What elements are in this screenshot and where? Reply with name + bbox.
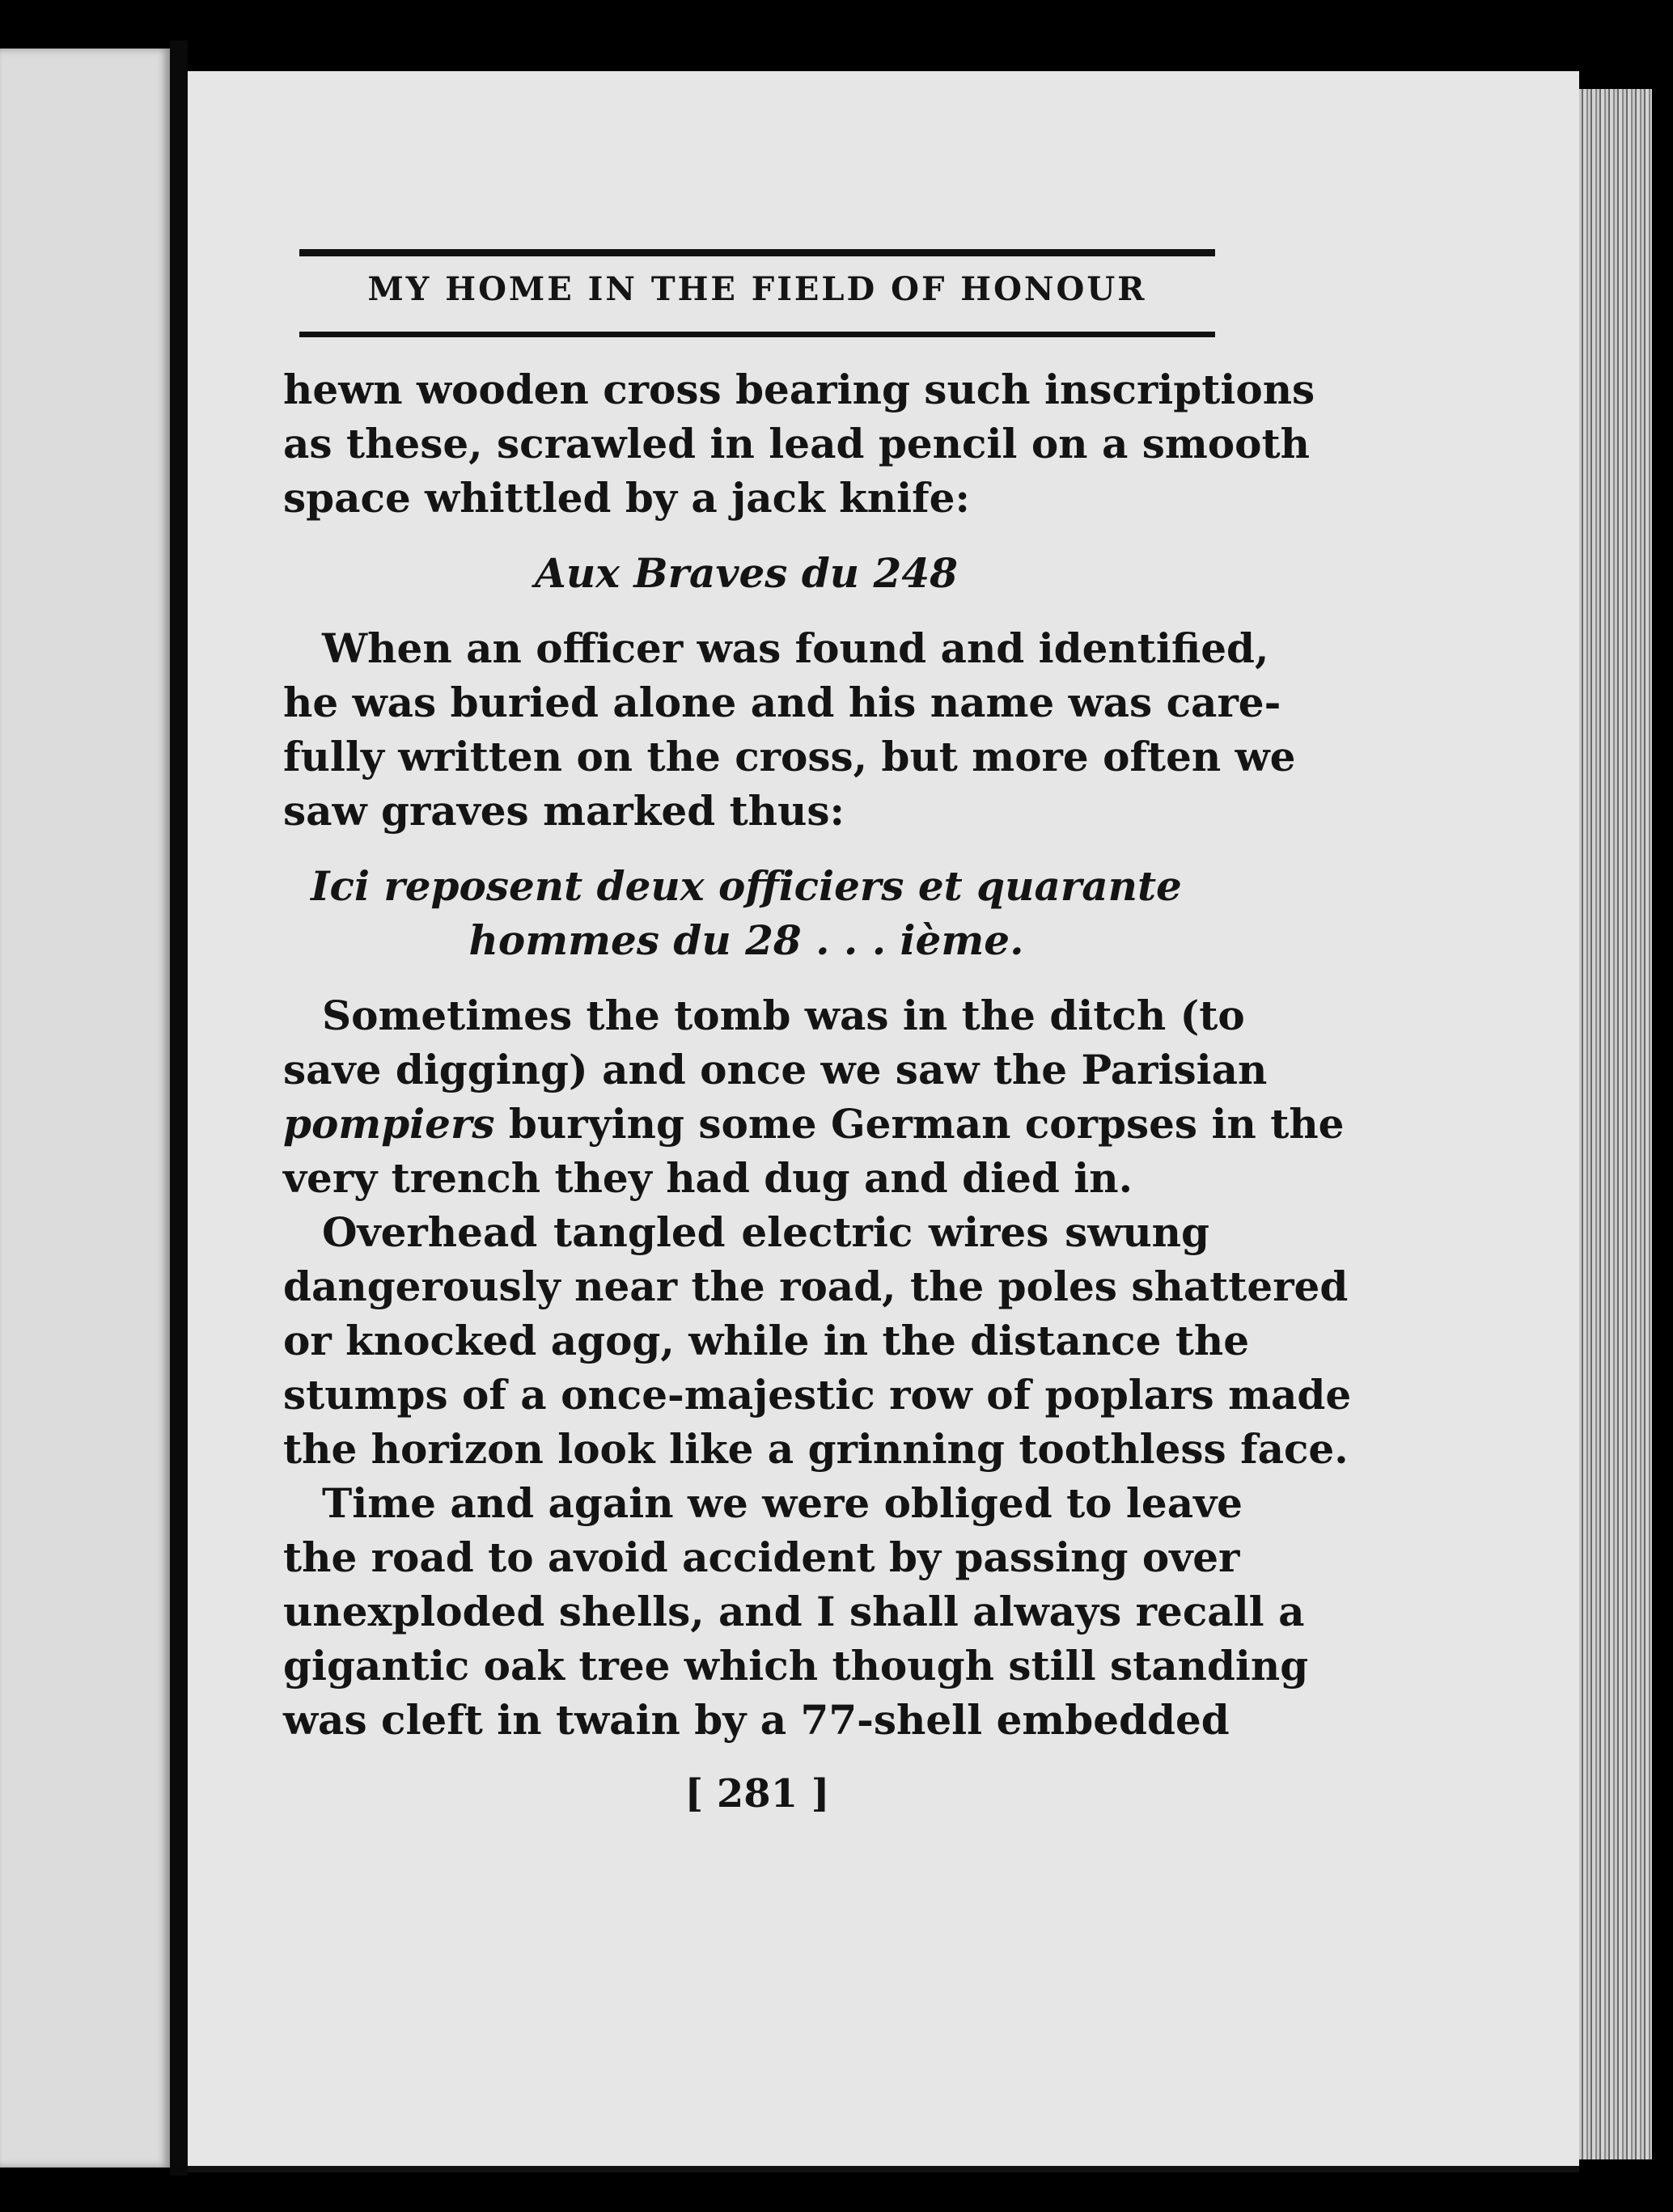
text-line: stumps of a once-majestic row of poplars made (283, 1371, 1352, 1419)
text-line: the road to avoid accident by passing over (283, 1533, 1240, 1581)
text-line: fully written on the cross, but more often we (283, 733, 1296, 780)
running-head: MY HOME IN THE FIELD OF HONOUR (367, 270, 1147, 308)
page-number: [ 281 ] (684, 1771, 830, 1817)
text-line: unexploded shells, and I shall always recall a (283, 1588, 1305, 1635)
text-line: gigantic oak tree which though still standing (283, 1642, 1309, 1690)
binding-gutter (170, 40, 188, 2176)
text-line: save digging) and once we saw the Parisian (283, 1046, 1268, 1093)
text-line: or knocked agog, while in the distance the (283, 1317, 1250, 1364)
text-line: he was buried alone and his name was care- (283, 679, 1281, 726)
italic-word: pompiers (283, 1100, 495, 1148)
text-line: as these, scrawled in lead pencil on a smooth (283, 420, 1310, 467)
text-fragment: burying some German corpses in the (494, 1100, 1345, 1148)
text-line: was cleft in twain by a 77-shell embedded (283, 1696, 1230, 1744)
text-line: hewn wooden cross bearing such inscriptions (283, 366, 1315, 413)
text-line (283, 1097, 1345, 1151)
text-line: very trench they had dug and died in. (283, 1154, 1133, 1202)
facing-page-edge (0, 49, 170, 2168)
inscription-line: hommes du 28 . . . ième. (468, 916, 1024, 964)
body-text (283, 362, 1352, 1747)
text-line: Time and again we were obliged to leave (322, 1479, 1243, 1527)
inscription-line: Ici reposent deux officiers et quarante (311, 862, 1182, 910)
header-rule-bottom (299, 332, 1215, 337)
text-line: Overhead tangled electric wires swung (322, 1208, 1209, 1256)
header-rule-top (299, 249, 1215, 256)
inscription-line: Aux Braves du 248 (535, 549, 958, 597)
text-line: space whittled by a jack knife: (283, 474, 970, 522)
text-line: saw graves marked thus: (283, 787, 845, 835)
text-line: Sometimes the tomb was in the ditch (to (322, 992, 1245, 1039)
text-line: When an officer was found and identified, (322, 624, 1269, 672)
page-fore-edge (1579, 89, 1652, 2159)
text-line: dangerously near the road, the poles shattered (283, 1262, 1349, 1310)
text-line: the horizon look like a grinning toothless face. (283, 1425, 1349, 1473)
